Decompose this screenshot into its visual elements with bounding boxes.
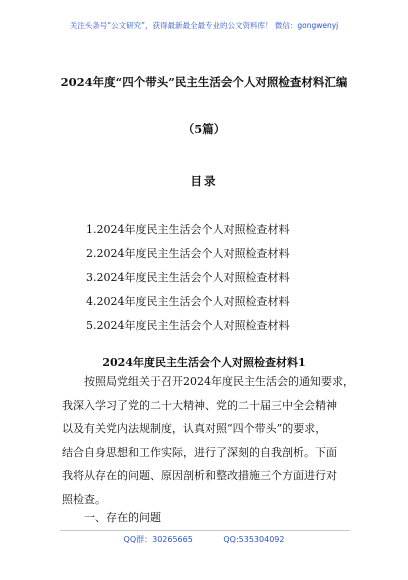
footer-qq-group: QQ群：30265665 (123, 535, 193, 544)
toc-item[interactable]: 1.2024年度民主生活会个人对照检查材料 (86, 223, 290, 236)
document-title: 2024年度“四个带头”民主生活会个人对照检查材料汇编 (60, 75, 348, 89)
body-line: 以及有关党内法规制度，认真对照“四个带头”的要求， (62, 422, 327, 435)
toc-item[interactable]: 3.2024年度民主生活会个人对照检查材料 (86, 271, 290, 284)
document-count: （5篇） (182, 122, 226, 136)
body-line: 我将从存在的问题、原因剖析和整改措施三个方面进行对 (62, 469, 337, 482)
body-paragraph (62, 370, 352, 511)
toc-item[interactable]: 5.2024年度民主生活会个人对照检查材料 (86, 319, 290, 332)
body-line: 按照局党组关于召开2024年度民主生活会的通知要求， (84, 375, 354, 388)
footer-qq: QQ:535304092 (223, 535, 285, 544)
footer (0, 534, 408, 545)
body-line: 结合自身思想和工作实际，进行了深刻的自我剖析。下面 (62, 445, 337, 459)
subheading: 一、存在的问题 (84, 511, 161, 524)
body-line: 照检查。 (62, 492, 106, 506)
toc-heading: 目录 (190, 174, 218, 188)
body-line: 我深入学习了党的二十大精神、党的二十届三中全会精神 (62, 398, 337, 412)
toc-item[interactable]: 2.2024年度民主生活会个人对照检查材料 (86, 247, 290, 260)
footer-divider (60, 530, 350, 531)
toc-item[interactable]: 4.2024年度民主生活会个人对照检查材料 (86, 295, 290, 308)
section-title: 2024年度民主生活会个人对照检查材料1 (102, 356, 306, 369)
toc-list (86, 218, 346, 338)
header-banner: 关注头条号“公文研究”，获得最新最全最专业的公文资料库！ 微信：gongwenyj (69, 21, 339, 30)
